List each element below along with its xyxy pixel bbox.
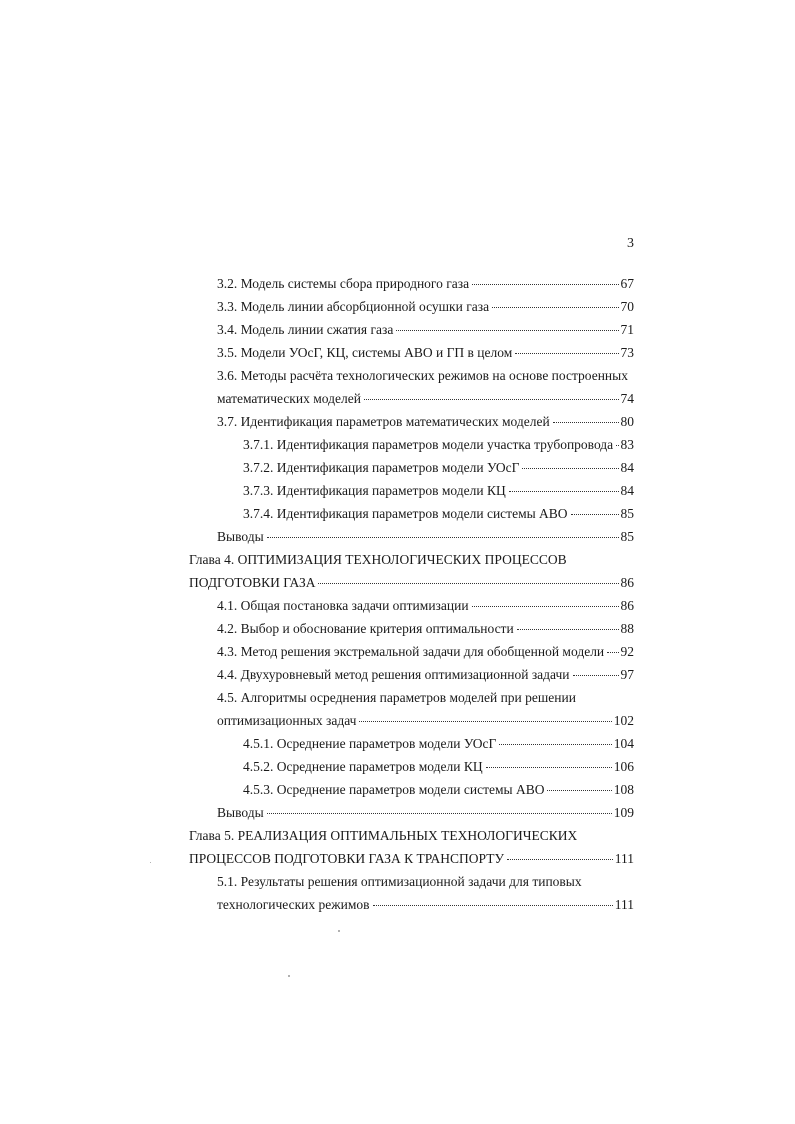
- toc-entry-4-5-line1: 4.5. Алгоритмы осреднения параметров моделей при решении: [217, 690, 576, 705]
- toc-entry-page: 109: [613, 805, 634, 820]
- toc-entry-4-5-2: [243, 758, 634, 776]
- toc-leader-dots: [616, 445, 618, 446]
- toc-entry-3-6: [217, 390, 634, 408]
- scan-speck: [338, 930, 340, 932]
- toc-entry-title: Выводы: [217, 805, 264, 820]
- toc-leader-dots: [318, 583, 618, 584]
- toc-entry-title: 4.5.2. Осреднение параметров модели КЦ: [243, 759, 483, 774]
- toc-entry-title: 3.7.3. Идентификация параметров модели КЦ: [243, 483, 506, 498]
- toc-entry-3-5: [217, 344, 634, 362]
- toc-leader-dots: [267, 537, 619, 538]
- toc-entry-title: 3.7.1. Идентификация параметров модели участка трубопровода: [243, 437, 614, 452]
- toc-entry-4-2: [217, 620, 634, 638]
- toc-entry-3-7-3: [243, 482, 634, 500]
- toc-leader-dots: [522, 468, 618, 469]
- toc-entry-4-1: [217, 597, 634, 615]
- toc-leader-dots: [364, 399, 619, 400]
- toc-entry-title: математических моделей: [217, 391, 361, 406]
- toc-entry-page: 86: [620, 598, 634, 613]
- toc-leader-dots: [547, 790, 611, 791]
- toc-entry-page: 80: [620, 414, 634, 429]
- toc-entry-page: 102: [613, 713, 634, 728]
- toc-entry-title: оптимизационных задач: [217, 713, 357, 728]
- toc-leader-dots: [499, 744, 611, 745]
- toc-entry-5-1-line1: 5.1. Результаты решения оптимизационной задачи для типовых: [217, 874, 582, 889]
- toc-entry-conclusions-3: [217, 528, 634, 546]
- toc-entry-3-7-1: [243, 436, 634, 454]
- toc-entry-title: 4.5.1. Осреднение параметров модели УОсГ: [243, 736, 497, 751]
- toc-entry-page: 85: [620, 529, 634, 544]
- toc-entry-title: 3.2. Модель системы сбора природного газа: [217, 276, 470, 291]
- toc-entry-page: 85: [620, 506, 634, 521]
- toc-entry-title: 4.5.3. Осреднение параметров модели системы АВО: [243, 782, 545, 797]
- toc-entry-title: 3.7.4. Идентификация параметров модели системы АВО: [243, 506, 568, 521]
- toc-entry-3-7-2: [243, 459, 634, 477]
- toc-entry-4-5-3: [243, 781, 634, 799]
- toc-chapter-5: [189, 850, 634, 868]
- toc-entry-5-1: [217, 896, 634, 914]
- toc-leader-dots: [515, 353, 618, 354]
- toc-entry-title: 4.2. Выбор и обоснование критерия оптимальности: [217, 621, 514, 636]
- toc-entry-page: 111: [614, 897, 634, 912]
- toc-chapter-5-line1: Глава 5. РЕАЛИЗАЦИЯ ОПТИМАЛЬНЫХ ТЕХНОЛОГИЧЕСКИХ: [189, 828, 578, 843]
- toc-entry-3-7-4: [243, 505, 634, 523]
- scan-speck: [150, 862, 151, 863]
- toc-entry-title: 4.4. Двухуровневый метод решения оптимизационной задачи: [217, 667, 570, 682]
- toc-entry-page: 106: [613, 759, 634, 774]
- toc-leader-dots: [492, 307, 618, 308]
- toc-entry-title: ПОДГОТОВКИ ГАЗА: [189, 575, 316, 590]
- toc-entry-page: 74: [620, 391, 634, 406]
- toc-entry-page: 70: [620, 299, 634, 314]
- toc-entry-page: 108: [613, 782, 634, 797]
- toc-leader-dots: [472, 284, 618, 285]
- scan-speck: [288, 975, 290, 977]
- toc-entry-title: 3.7. Идентификация параметров математических моделей: [217, 414, 550, 429]
- toc-entry-title: технологических режимов: [217, 897, 370, 912]
- toc-entry-page: 111: [614, 851, 634, 866]
- toc-entry-title: 3.3. Модель линии абсорбционной осушки газа: [217, 299, 490, 314]
- toc-entry-page: 84: [620, 483, 634, 498]
- toc-entry-3-3: [217, 298, 634, 316]
- toc-entry-4-5-1: [243, 735, 634, 753]
- toc-leader-dots: [373, 905, 613, 906]
- toc-entry-title: 3.5. Модели УОсГ, КЦ, системы АВО и ГП в целом: [217, 345, 513, 360]
- toc-leader-dots: [553, 422, 619, 423]
- page-number: 3: [627, 236, 634, 251]
- toc-leader-dots: [571, 514, 619, 515]
- toc-entry-page: 84: [620, 460, 634, 475]
- toc-entry-page: 73: [620, 345, 634, 360]
- toc-entry-page: 92: [620, 644, 634, 659]
- toc-entry-page: 97: [620, 667, 634, 682]
- toc-leader-dots: [507, 859, 613, 860]
- toc-entry-4-4: [217, 666, 634, 684]
- toc-leader-dots: [267, 813, 612, 814]
- toc-entry-3-7: [217, 413, 634, 431]
- toc-entry-title: 3.4. Модель линии сжатия газа: [217, 322, 394, 337]
- toc-entry-page: 104: [613, 736, 634, 751]
- toc-leader-dots: [472, 606, 619, 607]
- toc-entry-page: 86: [620, 575, 634, 590]
- toc-leader-dots: [607, 652, 618, 653]
- toc-entry-page: 71: [620, 322, 634, 337]
- toc-leader-dots: [486, 767, 612, 768]
- toc-leader-dots: [517, 629, 619, 630]
- toc-entry-title: 3.7.2. Идентификация параметров модели УОсГ: [243, 460, 520, 475]
- toc-leader-dots: [396, 330, 618, 331]
- toc-entry-4-3: [217, 643, 634, 661]
- toc-entry-3-2: [217, 275, 634, 293]
- toc-entry-3-4: [217, 321, 634, 339]
- toc-entry-title: Выводы: [217, 529, 264, 544]
- toc-leader-dots: [359, 721, 611, 722]
- toc-entry-4-5: [217, 712, 634, 730]
- toc-entry-conclusions-4: [217, 804, 634, 822]
- toc-leader-dots: [509, 491, 619, 492]
- toc-entry-title: 4.3. Метод решения экстремальной задачи для обобщенной модели: [217, 644, 605, 659]
- toc-chapter-4: [189, 574, 634, 592]
- toc-leader-dots: [573, 675, 619, 676]
- toc-entry-page: 83: [620, 437, 634, 452]
- toc-entry-page: 88: [620, 621, 634, 636]
- toc-entry-title: 4.1. Общая постановка задачи оптимизации: [217, 598, 469, 613]
- toc-chapter-4-line1: Глава 4. ОПТИМИЗАЦИЯ ТЕХНОЛОГИЧЕСКИХ ПРОЦЕССОВ: [189, 552, 567, 567]
- toc-entry-title: ПРОЦЕССОВ ПОДГОТОВКИ ГАЗА К ТРАНСПОРТУ: [189, 851, 505, 866]
- toc-entry-3-6-line1: 3.6. Методы расчёта технологических режимов на основе построенных: [217, 368, 628, 383]
- toc-entry-page: 67: [620, 276, 634, 291]
